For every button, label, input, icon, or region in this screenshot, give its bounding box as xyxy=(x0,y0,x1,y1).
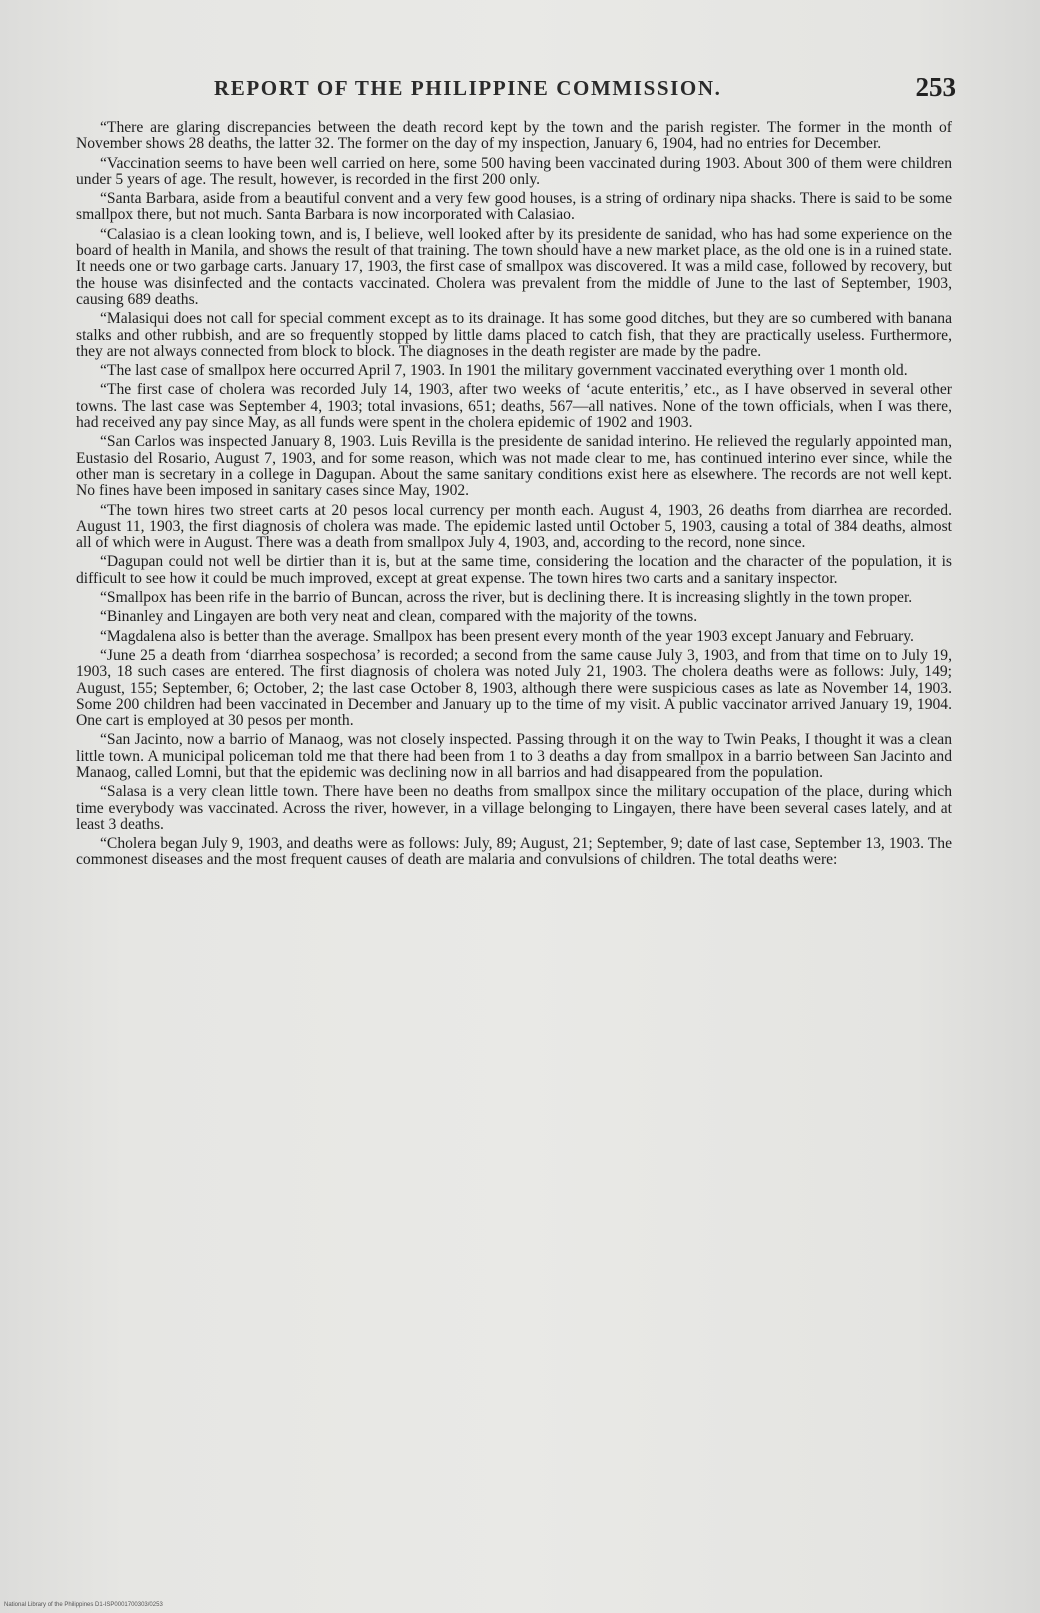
paragraph: “Santa Barbara, aside from a beautiful convent and a very few good houses, is a string of ordinary nipa shacks. There is said to be some smallpox there, but not much. Santa Barbara is now incorporated with Calasiao. xyxy=(76,190,952,224)
paragraph: “Vaccination seems to have been well carried on here, some 500 having been vaccinated during 1903. About 300 of them were children under 5 years of age. The result, however, is recorded in the first 200 only. xyxy=(76,154,952,188)
page-number: 253 xyxy=(915,72,956,102)
paragraph: “San Carlos was inspected January 8, 1903. Luis Revilla is the presidente de sanidad interino. He relieved the regularly appointed man, Eustasio del Rosario, August 7, 1903, and for some reason, which was not made clear to me, has continued interino ever since, while the other man is secretary in a college in Dagupan. About the same sanitary conditions exist here as elsewhere. The records are not well kept. No fines have been imposed in sanitary cases since May, 1902. xyxy=(76,433,952,500)
paragraph: “Salasa is a very clean little town. There have been no deaths from smallpox since the military occupation of the place, during which time everybody was vaccinated. Across the river, however, in a village belonging to Lingayen, there have been several cases lately, and at least 3 deaths. xyxy=(76,783,952,833)
paragraph: “There are glaring discrepancies between the death record kept by the town and the parish register. The former in the month of November shows 28 deaths, the latter 32. The former on the day of my inspection, January 6, 1904, had no entries for December. xyxy=(76,119,952,153)
source-stamp: National Library of the Philippines D1-ISP0001700303/0253 xyxy=(4,1602,163,1608)
paragraph: “Smallpox has been rife in the barrio of Buncan, across the river, but is declining there. It is increasing slightly in the town proper. xyxy=(100,589,913,607)
paragraph: “Malasiqui does not call for special comment except as to its drainage. It has some good ditches, but they are so cumbered with banana stalks and other rubbish, and are so frequently stopped by little dams placed to catch fish, that they are practically useless. Furthermore, they are not always connected from block to block. The diagnoses in the death register are made by the padre. xyxy=(76,310,952,360)
paragraph: “Calasiao is a clean looking town, and is, I believe, well looked after by its presidente de sanidad, who has had some experience on the board of health in Manila, and shows the result of that training. The town should have a new market place, as the old one is in a ruined state. It needs one or two garbage carts. January 17, 1903, the first case of smallpox was discovered. It was a mild case, followed by recovery, but the house was disinfected and the contacts vaccinated. Cholera was prevalent from the middle of June to the last of September, 1903, causing 689 deaths. xyxy=(76,225,952,308)
page-header xyxy=(76,72,956,116)
paragraph: “June 25 a death from ‘diarrhea sospechosa’ is recorded; a second from the same cause July 3, 1903, and from that time on to July 19, 1903, 18 such cases are entered. The first diagnosis of cholera was noted July 21, 1903. The cholera deaths were as follows: July, 149; August, 155; September, 6; October, 2; the last case October 8, 1903, although there were suspicious cases as late as November 14, 1903. Some 200 children had been vaccinated in December and January up to the time of my visit. A public vaccinator arrived January 19, 1904. One cart is employed at 30 pesos per month. xyxy=(76,646,952,730)
paragraph: “Cholera began July 9, 1903, and deaths were as follows: July, 89; August, 21; September, 9; date of last case, September 13, 1903. The commonest diseases and the most frequent causes of death are malaria and convulsions of children. The total deaths were: xyxy=(76,835,952,869)
paragraph: “The town hires two street carts at 20 pesos local currency per month each. August 4, 1903, 26 deaths from diarrhea are recorded. August 11, 1903, the first diagnosis of cholera was made. The epidemic lasted until October 5, 1903, causing a total of 384 deaths, almost all of which were in August. There was a death from smallpox July 4, 1903, and, according to the record, none since. xyxy=(76,501,952,552)
paragraph: “Magdalena also is better than the average. Smallpox has been present every month of the year 1903 except January and February. xyxy=(100,627,914,645)
paragraph: “San Jacinto, now a barrio of Manaog, was not closely inspected. Passing through it on the way to Twin Peaks, I thought it was a clean little town. A municipal policeman told me that there had been from 1 to 3 deaths a day from smallpox in a barrio between San Jacinto and Manaog, called Lomni, but that the epidemic was declining now in all barrios and had disappeared from the population. xyxy=(76,731,952,781)
paragraph: “Dagupan could not well be dirtier than it is, but at the same time, considering the location and the character of the population, it is difficult to see how it could be much improved, except at great expense. The town hires two carts and a sanitary inspector. xyxy=(76,553,952,587)
paragraph: “The last case of smallpox here occurred April 7, 1903. In 1901 the military government vaccinated everything over 1 month old. xyxy=(100,362,908,380)
paragraph: “Binanley and Lingayen are both very neat and clean, compared with the majority of the towns. xyxy=(100,608,698,626)
running-head: REPORT OF THE PHILIPPINE COMMISSION. xyxy=(214,76,722,100)
paragraph: “The first case of cholera was recorded July 14, 1903, after two weeks of ‘acute enteritis,’ etc., as I have observed in several other towns. The last case was September 4, 1903; total invasions, 651; deaths, 567—all natives. None of the town officials, when I was there, had received any pay since May, as all funds were spent in the cholera epidemic of 1902 and 1903. xyxy=(76,381,952,432)
body-text xyxy=(76,120,952,872)
